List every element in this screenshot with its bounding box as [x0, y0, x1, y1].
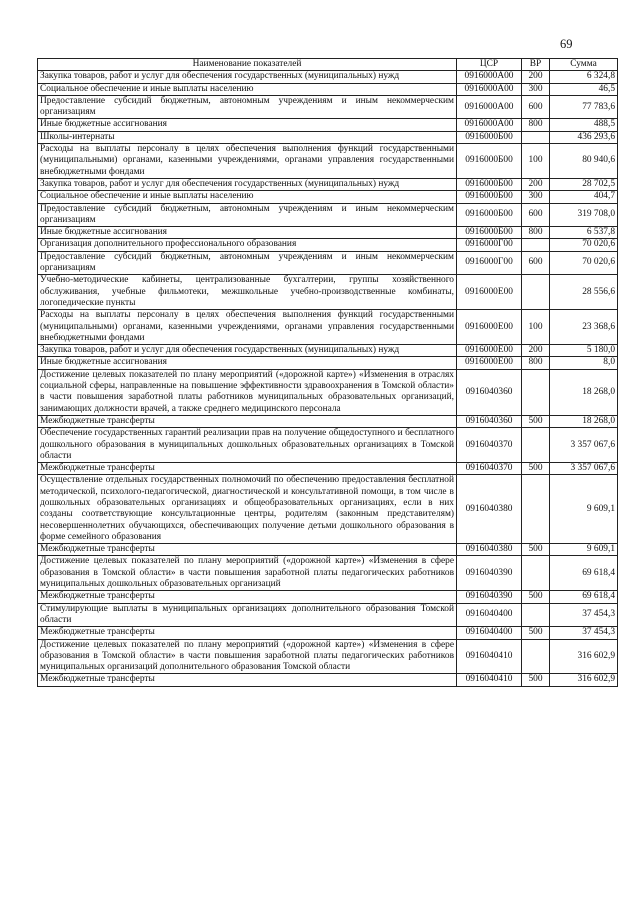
cell-sum: 316 602,9 — [550, 674, 618, 686]
cell-vr: 100 — [522, 310, 550, 345]
cell-name: Межбюджетные трансферты — [38, 591, 457, 603]
cell-csr: 0916000Б00 — [457, 191, 522, 203]
cell-csr: 0916000Б00 — [457, 227, 522, 239]
cell-csr: 0916040370 — [457, 428, 522, 463]
cell-vr: 500 — [522, 544, 550, 556]
cell-sum: 70 020,6 — [550, 251, 618, 275]
cell-csr: 0916000А00 — [457, 119, 522, 131]
cell-name: Расходы на выплаты персоналу в целях обеспечения выполнения функций государственными (муниципальными) органами, казенными учреждениями, органами управления государственными внебюджетными фондами — [38, 144, 457, 179]
cell-csr: 0916040380 — [457, 475, 522, 544]
cell-csr: 0916040370 — [457, 463, 522, 475]
table-row — [38, 428, 618, 463]
cell-sum: 404,7 — [550, 191, 618, 203]
cell-vr: 200 — [522, 178, 550, 190]
cell-csr: 0916040410 — [457, 674, 522, 686]
cell-name: Межбюджетные трансферты — [38, 627, 457, 639]
table-header-row — [38, 59, 618, 71]
table-body — [38, 71, 618, 686]
cell-csr: 0916000Г00 — [457, 239, 522, 251]
cell-vr: 600 — [522, 251, 550, 275]
cell-name: Закупка товаров, работ и услуг для обеспечения государственных (муниципальных) нужд — [38, 71, 457, 83]
cell-sum: 8,0 — [550, 357, 618, 369]
cell-sum: 69 618,4 — [550, 556, 618, 591]
table-row — [38, 415, 618, 427]
cell-sum: 436 293,6 — [550, 131, 618, 143]
cell-csr: 0916000Г00 — [457, 251, 522, 275]
cell-vr: 500 — [522, 674, 550, 686]
cell-vr: 100 — [522, 144, 550, 179]
table-row — [38, 603, 618, 627]
cell-sum: 6 324,8 — [550, 71, 618, 83]
cell-sum: 316 602,9 — [550, 639, 618, 674]
table-row — [38, 83, 618, 95]
table-row — [38, 131, 618, 143]
cell-vr: 500 — [522, 627, 550, 639]
cell-name: Предоставление субсидий бюджетным, автономным учреждениям и иным некоммерческим организациям — [38, 251, 457, 275]
cell-vr: 200 — [522, 71, 550, 83]
cell-vr: 200 — [522, 345, 550, 357]
cell-csr: 0916000А00 — [457, 95, 522, 119]
cell-vr — [522, 556, 550, 591]
budget-table — [37, 58, 618, 687]
cell-name: Межбюджетные трансферты — [38, 415, 457, 427]
cell-name: Закупка товаров, работ и услуг для обеспечения государственных (муниципальных) нужд — [38, 345, 457, 357]
table-row — [38, 475, 618, 544]
cell-vr — [522, 369, 550, 415]
cell-vr: 800 — [522, 357, 550, 369]
cell-name: Школы-интернаты — [38, 131, 457, 143]
cell-vr: 500 — [522, 591, 550, 603]
table-row — [38, 674, 618, 686]
cell-name: Иные бюджетные ассигнования — [38, 119, 457, 131]
table-row — [38, 275, 618, 310]
header-csr: ЦСР — [457, 59, 522, 71]
cell-vr — [522, 603, 550, 627]
cell-vr: 500 — [522, 415, 550, 427]
header-vr: ВР — [522, 59, 550, 71]
cell-name: Достижение целевых показателей по плану мероприятий («дорожной карте») «Изменения в отраслях социальной сферы, направленные на повышение эффективности здравоохранения в Томской области» в части повышения заработной платы работников муниципальных образовательных организаций, занимающих должности врачей, а также среднего медицинского персонала — [38, 369, 457, 415]
cell-name: Социальное обеспечение и иные выплаты населению — [38, 83, 457, 95]
table-row — [38, 178, 618, 190]
table-row — [38, 369, 618, 415]
table-row — [38, 203, 618, 227]
table-row — [38, 239, 618, 251]
table-row — [38, 191, 618, 203]
cell-vr: 500 — [522, 463, 550, 475]
cell-csr: 0916040380 — [457, 544, 522, 556]
table-row — [38, 144, 618, 179]
cell-csr: 0916000Б00 — [457, 131, 522, 143]
cell-name: Организация дополнительного профессионального образования — [38, 239, 457, 251]
table-row — [38, 591, 618, 603]
cell-name: Межбюджетные трансферты — [38, 674, 457, 686]
cell-vr: 600 — [522, 203, 550, 227]
cell-vr: 800 — [522, 119, 550, 131]
cell-vr — [522, 275, 550, 310]
cell-csr: 0916040400 — [457, 627, 522, 639]
cell-name: Осуществление отдельных государственных полномочий по обеспечению предоставления бесплатной методической, психолого-педагогической, диагностической и консультативной помощи, в том числе в дошкольных образовательных организациях и общеобразовательных организациях, если в них созданы соответствующие консультационные центры, родителям (законным представителям) несовершеннолетних обучающихся, обеспечивающих получение детьми дошкольного образования в форме семейного образования — [38, 475, 457, 544]
header-sum: Сумма — [550, 59, 618, 71]
cell-name: Стимулирующие выплаты в муниципальных организациях дополнительного образования Томской области — [38, 603, 457, 627]
cell-csr: 0916040410 — [457, 639, 522, 674]
cell-name: Иные бюджетные ассигнования — [38, 357, 457, 369]
cell-csr: 0916000Е00 — [457, 345, 522, 357]
cell-sum: 488,5 — [550, 119, 618, 131]
table-row — [38, 227, 618, 239]
cell-csr: 0916000Б00 — [457, 203, 522, 227]
cell-vr — [522, 639, 550, 674]
cell-vr — [522, 239, 550, 251]
cell-vr: 800 — [522, 227, 550, 239]
cell-csr: 0916000Б00 — [457, 178, 522, 190]
cell-name: Социальное обеспечение и иные выплаты населению — [38, 191, 457, 203]
table-row — [38, 544, 618, 556]
cell-sum: 9 609,1 — [550, 475, 618, 544]
cell-name: Предоставление субсидий бюджетным, автономным учреждениям и иным некоммерческим организациям — [38, 203, 457, 227]
table-row — [38, 251, 618, 275]
cell-csr: 0916000А00 — [457, 71, 522, 83]
cell-csr: 0916040400 — [457, 603, 522, 627]
cell-sum: 18 268,0 — [550, 415, 618, 427]
cell-name: Достижение целевых показателей по плану мероприятий («дорожной карте») «Изменения в сфере образования в Томской области» в части повышения заработной платы педагогических работников муниципальных организаций дополнительного образования Томской области — [38, 639, 457, 674]
cell-sum: 5 180,0 — [550, 345, 618, 357]
table-row — [38, 627, 618, 639]
cell-sum: 28 556,6 — [550, 275, 618, 310]
cell-csr: 0916000Е00 — [457, 275, 522, 310]
cell-csr: 0916000Б00 — [457, 144, 522, 179]
cell-sum: 3 357 067,6 — [550, 428, 618, 463]
table-row — [38, 357, 618, 369]
cell-name: Иные бюджетные ассигнования — [38, 227, 457, 239]
cell-vr — [522, 428, 550, 463]
cell-sum: 70 020,6 — [550, 239, 618, 251]
cell-vr: 600 — [522, 95, 550, 119]
table-row — [38, 463, 618, 475]
cell-sum: 3 357 067,6 — [550, 463, 618, 475]
table-row — [38, 345, 618, 357]
cell-csr: 0916040390 — [457, 556, 522, 591]
cell-sum: 28 702,5 — [550, 178, 618, 190]
cell-name: Закупка товаров, работ и услуг для обеспечения государственных (муниципальных) нужд — [38, 178, 457, 190]
cell-csr: 0916000А00 — [457, 83, 522, 95]
cell-name: Достижение целевых показателей по плану мероприятий («дорожной карте») «Изменения в сфере образования в Томской области» в части повышения заработной платы педагогических работников муниципальных дошкольных образовательных организаций — [38, 556, 457, 591]
cell-sum: 6 537,8 — [550, 227, 618, 239]
cell-csr: 0916040360 — [457, 369, 522, 415]
table-row — [38, 71, 618, 83]
cell-name: Обеспечение государственных гарантий реализации прав на получение общедоступного и бесплатного дошкольного образования в муниципальных дошкольных образовательных организациях в Томской области — [38, 428, 457, 463]
table-row — [38, 310, 618, 345]
cell-name: Межбюджетные трансферты — [38, 463, 457, 475]
cell-sum: 23 368,6 — [550, 310, 618, 345]
cell-sum: 37 454,3 — [550, 603, 618, 627]
cell-csr: 0916040360 — [457, 415, 522, 427]
cell-sum: 9 609,1 — [550, 544, 618, 556]
cell-sum: 80 940,6 — [550, 144, 618, 179]
cell-sum: 319 708,0 — [550, 203, 618, 227]
cell-vr — [522, 131, 550, 143]
cell-sum: 69 618,4 — [550, 591, 618, 603]
table-row — [38, 119, 618, 131]
table-row — [38, 639, 618, 674]
cell-csr: 0916040390 — [457, 591, 522, 603]
table-row — [38, 556, 618, 591]
cell-name: Расходы на выплаты персоналу в целях обеспечения выполнения функций государственными (муниципальными) органами, казенными учреждениями, органами управления государственными внебюджетными фондами — [38, 310, 457, 345]
table-row — [38, 95, 618, 119]
header-name: Наименование показателей — [38, 59, 457, 71]
page-number: 69 — [560, 37, 573, 51]
cell-name: Учебно-методические кабинеты, централизованные бухгалтерии, группы хозяйственного обслуживания, учебные фильмотеки, межшкольные учебно-производственные комбинаты, логопедические пункты — [38, 275, 457, 310]
cell-name: Межбюджетные трансферты — [38, 544, 457, 556]
cell-sum: 77 783,6 — [550, 95, 618, 119]
cell-sum: 18 268,0 — [550, 369, 618, 415]
cell-name: Предоставление субсидий бюджетным, автономным учреждениям и иным некоммерческим организациям — [38, 95, 457, 119]
cell-vr: 300 — [522, 191, 550, 203]
cell-sum: 37 454,3 — [550, 627, 618, 639]
cell-csr: 0916000Е00 — [457, 310, 522, 345]
cell-sum: 46,5 — [550, 83, 618, 95]
cell-csr: 0916000Е00 — [457, 357, 522, 369]
cell-vr — [522, 475, 550, 544]
cell-vr: 300 — [522, 83, 550, 95]
